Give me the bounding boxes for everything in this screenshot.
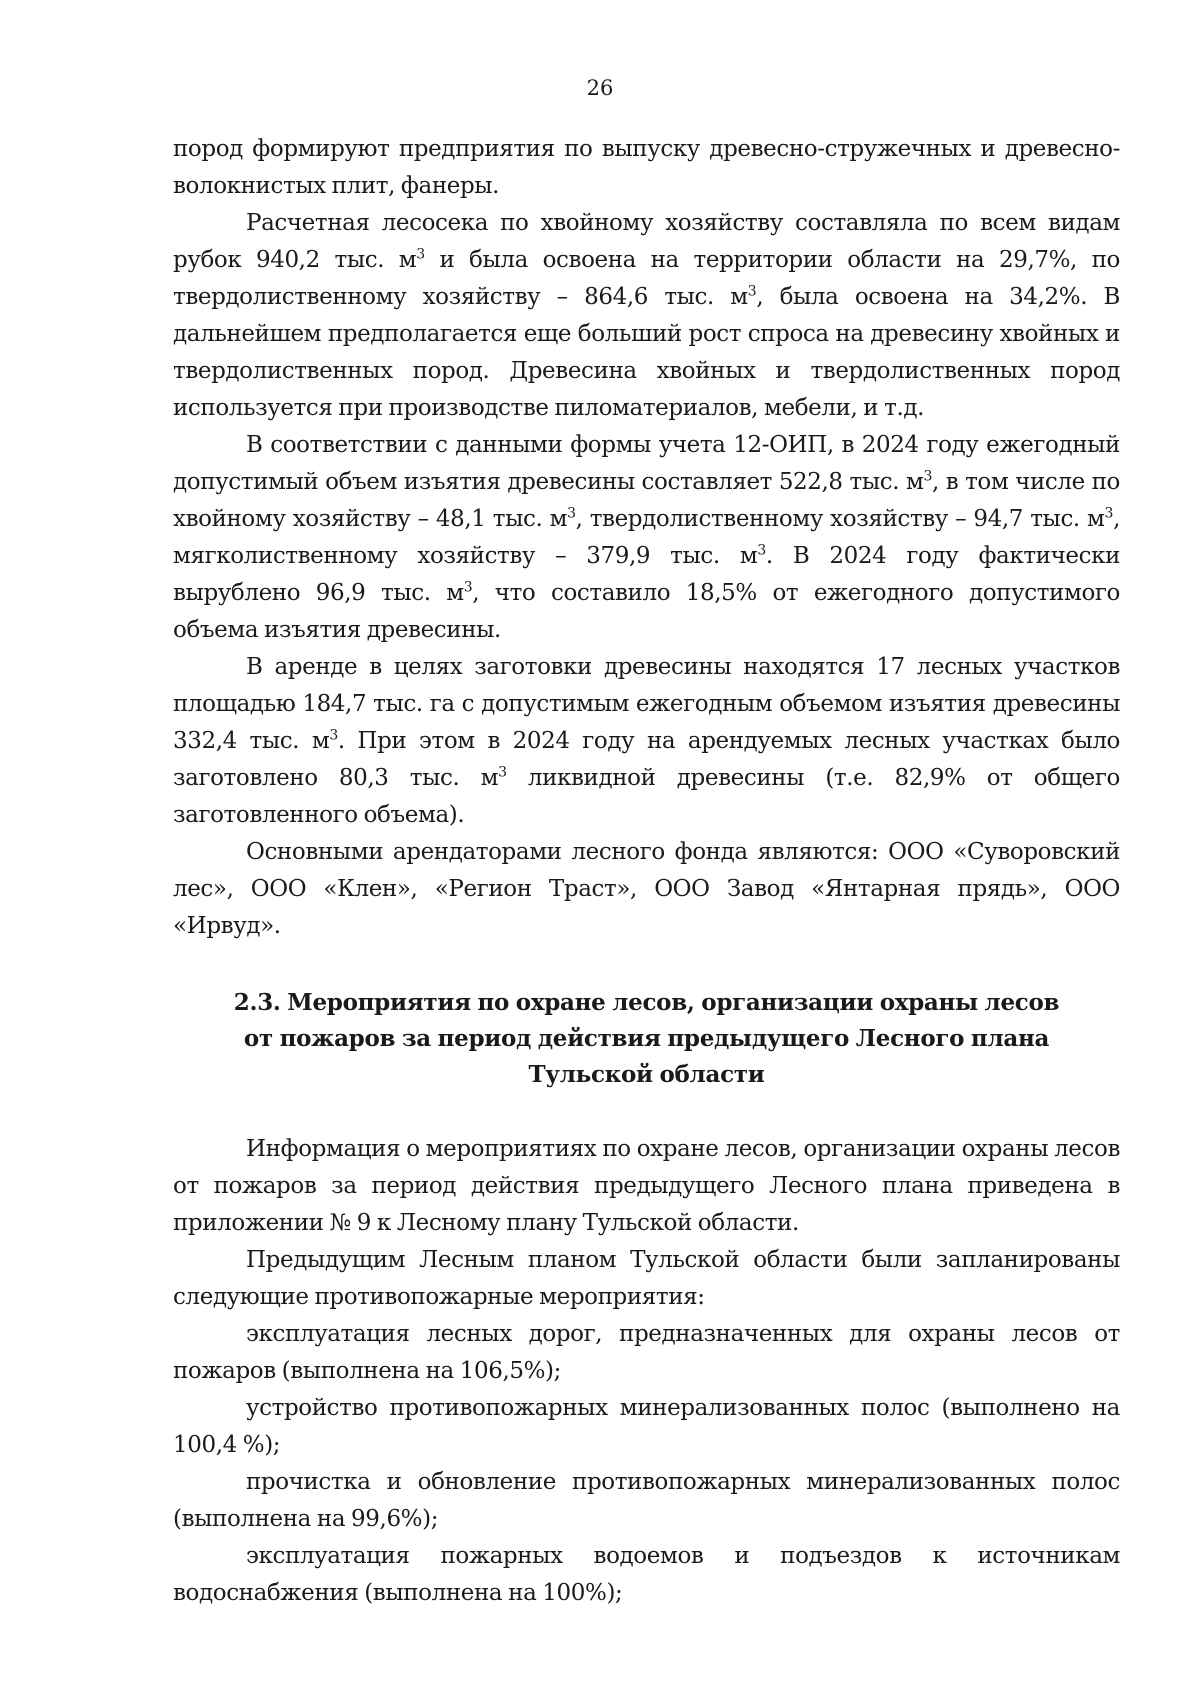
paragraph-planned-measures: Предыдущим Лесным планом Тульской области были запланированы следующие противопожарные мероприятия: — [173, 1247, 1120, 1310]
list-item-strip-cleaning: прочистка и обновление противопожарных минерализованных полос (выполнена на 99,6%); — [173, 1469, 1120, 1532]
section-heading-line-1: 2.3. Мероприятия по охране лесов, организации охраны лесов — [233, 989, 1060, 1016]
list-item-fire-ponds: эксплуатация пожарных водоемов и подъездов к источникам водоснабжения (выполнена на 100%); — [173, 1543, 1120, 1606]
section-heading-line-2: от пожаров за период действия предыдущего Лесного плана — [243, 1025, 1050, 1052]
paragraph-12-oip: В соответствии с данными формы учета 12-ОИП, в 2024 году ежегодный допустимый объем изъятия древесины составляет 522,8 тыс. $м^3$, в том числе по хвойному хозяйству – 48,1 тыс. $м^3$, твердолиственному хозяйству – 94,7 тыс. $м^3$, мягколиственному хозяйству – 379,9 тыс. $м^3$. В 2024 году фактически вырублено 96,9 тыс. $м^3$, что составило 18,5% от ежегодного допустимого объема изъятия древесины. — [173, 432, 1121, 643]
document-body — [173, 131, 1120, 1612]
paragraph-continuation: пород формируют предприятия по выпуску древесно-стружечных и древесно-волокнистых плит, фанеры. — [173, 136, 1120, 199]
paragraph-tenants: Основными арендаторами лесного фонда являются: ООО «Суворовский лес», ООО «Клен», «Регион Траст», ООО Завод «Янтарная прядь», ООО «Ирвуд». — [173, 839, 1120, 939]
paragraph-cutting-area: Расчетная лесосека по хвойному хозяйству составляла по всем видам рубок 940,2 тыс. $м^3$ и была освоена на территории области на 29,7%, по твердолиственному хозяйству – 864,6 тыс. $м^3$, была освоена на 34,2%. В дальнейшем предполагается еще больший рост спроса на древесину хвойных и твердолиственных пород. Древесина хвойных и твердолиственных пород используется при производстве пиломатериалов, мебели, и т.д. — [173, 210, 1120, 421]
paragraph-lease: В аренде в целях заготовки древесины находятся 17 лесных участков площадью 184,7 тыс. га с допустимым ежегодным объемом изъятия древесины 332,4 тыс. $м^3$. При этом в 2024 году на арендуемых лесных участках было заготовлено 80,3 тыс. $м^3$ ликвидной древесины (т.е. 82,9% от общего заготовленного объема). — [173, 654, 1121, 828]
paragraph-info: Информация о мероприятиях по охране лесов, организации охраны лесов от пожаров за период действия предыдущего Лесного плана приведена в приложении № 9 к Лесному плану Тульской области. — [173, 1136, 1120, 1236]
list-item-mineral-strips: устройство противопожарных минерализованных полос (выполнено на 100,4 %); — [173, 1395, 1120, 1458]
section-heading — [173, 985, 1120, 1093]
page-number: 26 — [586, 76, 614, 100]
section-heading-line-3: Тульской области — [528, 1061, 765, 1088]
list-item-forest-roads: эксплуатация лесных дорог, предназначенных для охраны лесов от пожаров (выполнена на 106,5%); — [173, 1321, 1120, 1384]
